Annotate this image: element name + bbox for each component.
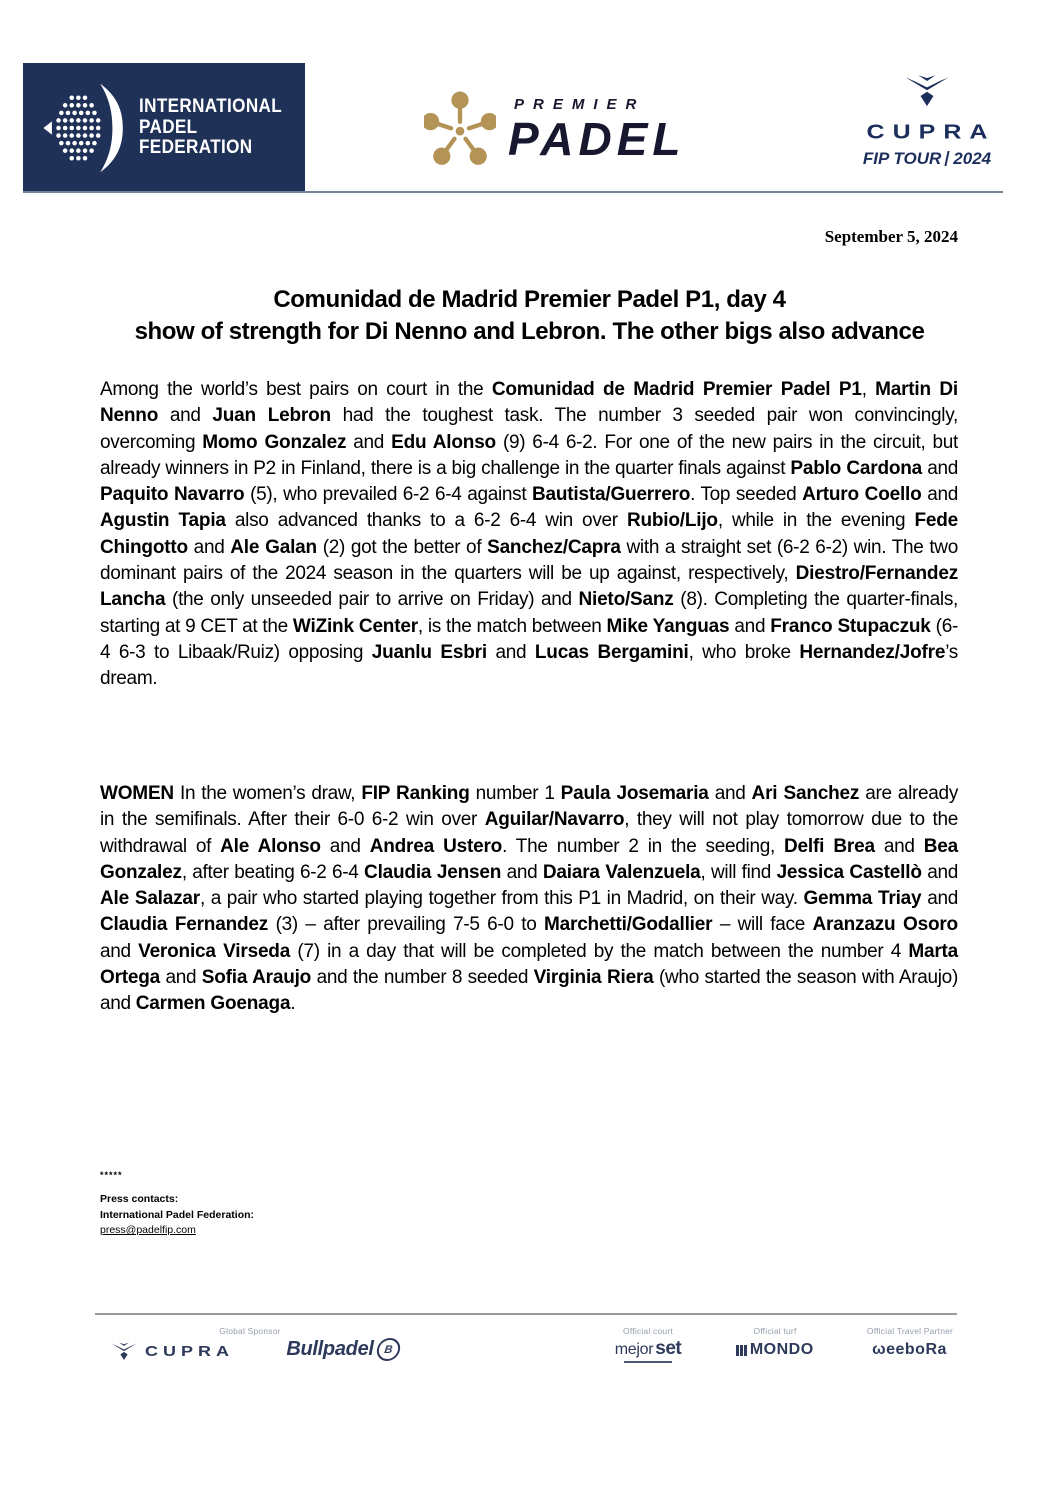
paragraph-men: Among the world’s best pairs on court in the Comunidad de Madrid Premier Padel P1, Martin Di Nenno and Juan Lebron had the toughest task. The number 3 seeded pair won convincingly, overcoming Momo Gonzalez and Edu Alonso (9) 6-4 6-2. For one of the new pairs in the circuit, but already winners in P2 in Finland, there is a big challenge in the quarter finals against Pablo Cardona and Paquito Navarro (5), who prevailed 6-2 6-4 against Bautista/Guerrero. Top seeded Arturo Coello and Agustin Tapia also advanced thanks to a 6-2 6-4 win over Rubio/Lijo, while in the evening Fede Chingotto and Ale Galan (2) got the better of Sanchez/Capra with a straight set (6-2 6-2) win. The two dominant pairs of the 2024 season in the quarters will be up against, respectively, Diestro/Fernandez Lancha (the only unseeded pair to arrive on Friday) and Nieto/Sanz (8). Completing the quarter-finals, starting at 9 CET at the WiZink Center, is the match between Mike Yanguas and Franco Stupaczuk (6-4 6-3 to Libaak/Ruiz) opposing Juanlu Esbri and Lucas Bergamini, who broke Hernandez/Jofre’s dream. (100, 379, 959, 690)
press-contacts-label: Press contacts: (100, 1193, 179, 1205)
ipf-ball-icon (37, 76, 133, 180)
date: September 5, 2024 (824, 227, 958, 246)
title-line-1: Comunidad de Madrid Premier Padel P1, day 4 (273, 286, 786, 313)
title-line-2: show of strength for Di Nenno and Lebron. The other bigs also advance (134, 318, 925, 345)
cupra-trident-icon (904, 70, 950, 112)
official-travel-partner-label: Official Travel Partner (866, 1326, 954, 1336)
premier-padel-logo (424, 86, 686, 172)
mejorset-tagline-bar (624, 1361, 672, 1363)
cupra-fip-tour-logo (843, 70, 1011, 169)
bullpadel-sponsor-logo: Bullpadel B (278, 1338, 408, 1361)
global-sponsor-label: Global Sponsor (219, 1326, 281, 1336)
cupra-trident-icon (111, 1340, 137, 1363)
premier-flower-icon (424, 86, 496, 172)
weebora-sponsor-logo: ωeeboRa (872, 1341, 947, 1358)
divider-bar (945, 151, 950, 166)
cupra-brand-label: CUPRA (866, 120, 996, 144)
mondo-bars-icon (736, 1345, 747, 1356)
ipf-logo-text: INTERNATIONAL PADEL FEDERATION (139, 96, 283, 159)
header-divider (23, 191, 1003, 193)
padel-label: PADEL (508, 113, 686, 165)
cupra-sponsor-logo: CUPRA (95, 1340, 250, 1363)
official-court-label: Official court (623, 1326, 673, 1336)
mondo-sponsor-logo: MONDO (730, 1341, 820, 1359)
press-org-label: International Padel Federation: (100, 1208, 255, 1221)
separator-asterisks: ***** (100, 1170, 123, 1180)
fip-tour-label: FIP TOUR 2024 (862, 149, 992, 168)
official-turf-label: Official turf (753, 1326, 797, 1336)
press-email-link[interactable]: press@padelfip.com (100, 1224, 196, 1236)
premier-label: PREMIER (514, 96, 646, 113)
press-contacts-block (100, 1192, 254, 1239)
premier-padel-wordmark (508, 96, 686, 165)
bullpadel-badge-icon: B (375, 1338, 401, 1361)
ipf-logo (23, 63, 305, 193)
paragraph-women: WOMEN In the women’s draw, FIP Ranking number 1 Paula Josemaria and Ari Sanchez are already in the semifinals. After their 6-0 6-2 win over Aguilar/Navarro, they will not play tomorrow due to the withdrawal of Ale Alonso and Andrea Ustero. The number 2 in the seeding, Delfi Brea and Bea Gonzalez, after beating 6-2 6-4 Claudia Jensen and Daiara Valenzuela, will find Jessica Castellò and Ale Salazar, a pair who started playing together from this P1 in Madrid, on their way. Gemma Triay and Claudia Fernandez (3) – after prevailing 7-5 6-0 to Marchetti/Godallier – will face Aranzazu Osoro and Veronica Virseda (7) in a day that will be completed by the match between the number 4 Marta Ortega and Sofia Araujo and the number 8 seeded Virginia Riera (who started the season with Araujo) and Carmen Goenaga. (100, 783, 959, 1015)
mejorset-sponsor-logo: mejor set (608, 1338, 688, 1363)
page-title (50, 284, 1009, 348)
sponsor-divider (95, 1313, 957, 1315)
